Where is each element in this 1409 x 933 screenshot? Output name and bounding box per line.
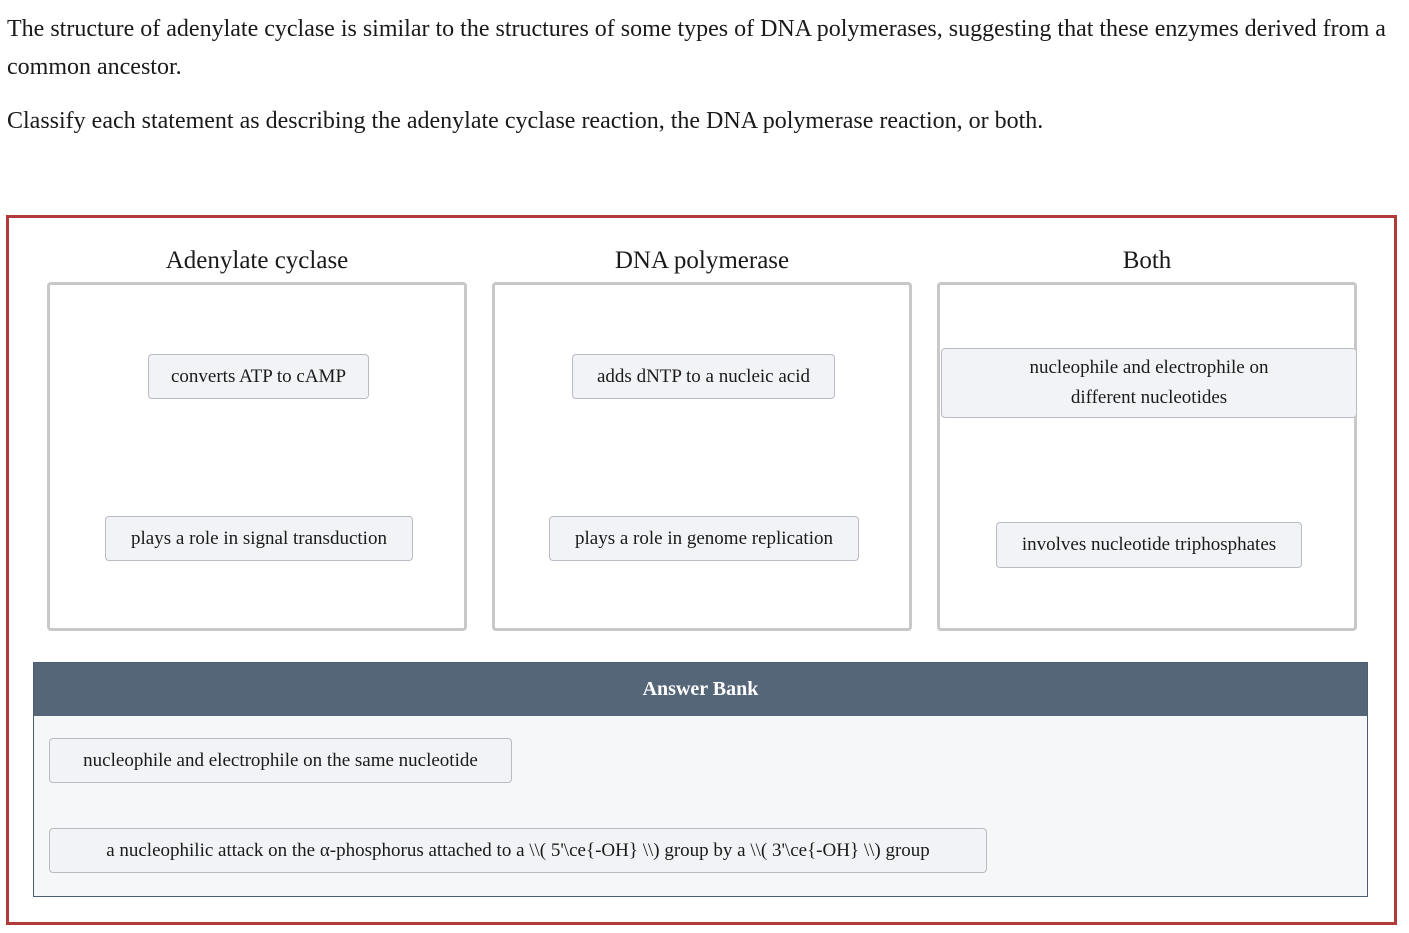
chip-nucleotide-triphosphates[interactable]: involves nucleotide triphosphates: [996, 522, 1302, 568]
chip-genome-replication[interactable]: plays a role in genome replication: [549, 516, 859, 561]
chip-nucleophilic-attack[interactable]: a nucleophilic attack on the α-phosphorus attached to a \\( 5'\ce{-OH} \\) group by a \\( 3'\ce{-OH} \\) group: [49, 828, 987, 873]
answer-bank-header: Answer Bank: [34, 663, 1367, 716]
chip-signal-transduction[interactable]: plays a role in signal transduction: [105, 516, 413, 561]
column-title-both: Both: [1122, 247, 1172, 274]
column-title-dna-polymerase: DNA polymerase: [614, 247, 790, 274]
question-intro: The structure of adenylate cyclase is similar to the structures of some types of DNA polymerases, suggesting that these enzymes derived from a common ancestor.: [7, 16, 1386, 80]
drop-zone-both[interactable]: [937, 282, 1357, 631]
drop-zone-dna-polymerase[interactable]: [492, 282, 912, 631]
column-title-adenylate-cyclase: Adenylate cyclase: [165, 247, 349, 274]
chip-converts-atp[interactable]: converts ATP to cAMP: [148, 354, 369, 399]
classification-frame: [6, 215, 1397, 925]
answer-bank: [33, 662, 1368, 897]
drop-zone-adenylate-cyclase[interactable]: [47, 282, 467, 631]
chip-same-nucleotide[interactable]: nucleophile and electrophile on the same nucleotide: [49, 738, 512, 783]
chip-different-nucleotides[interactable]: nucleophile and electrophile on different nucleotides: [941, 348, 1357, 418]
question-instruction: Classify each statement as describing the adenylate cyclase reaction, the DNA polymerase reaction, or both.: [7, 108, 1044, 134]
chip-adds-dntp[interactable]: adds dNTP to a nucleic acid: [572, 354, 835, 399]
